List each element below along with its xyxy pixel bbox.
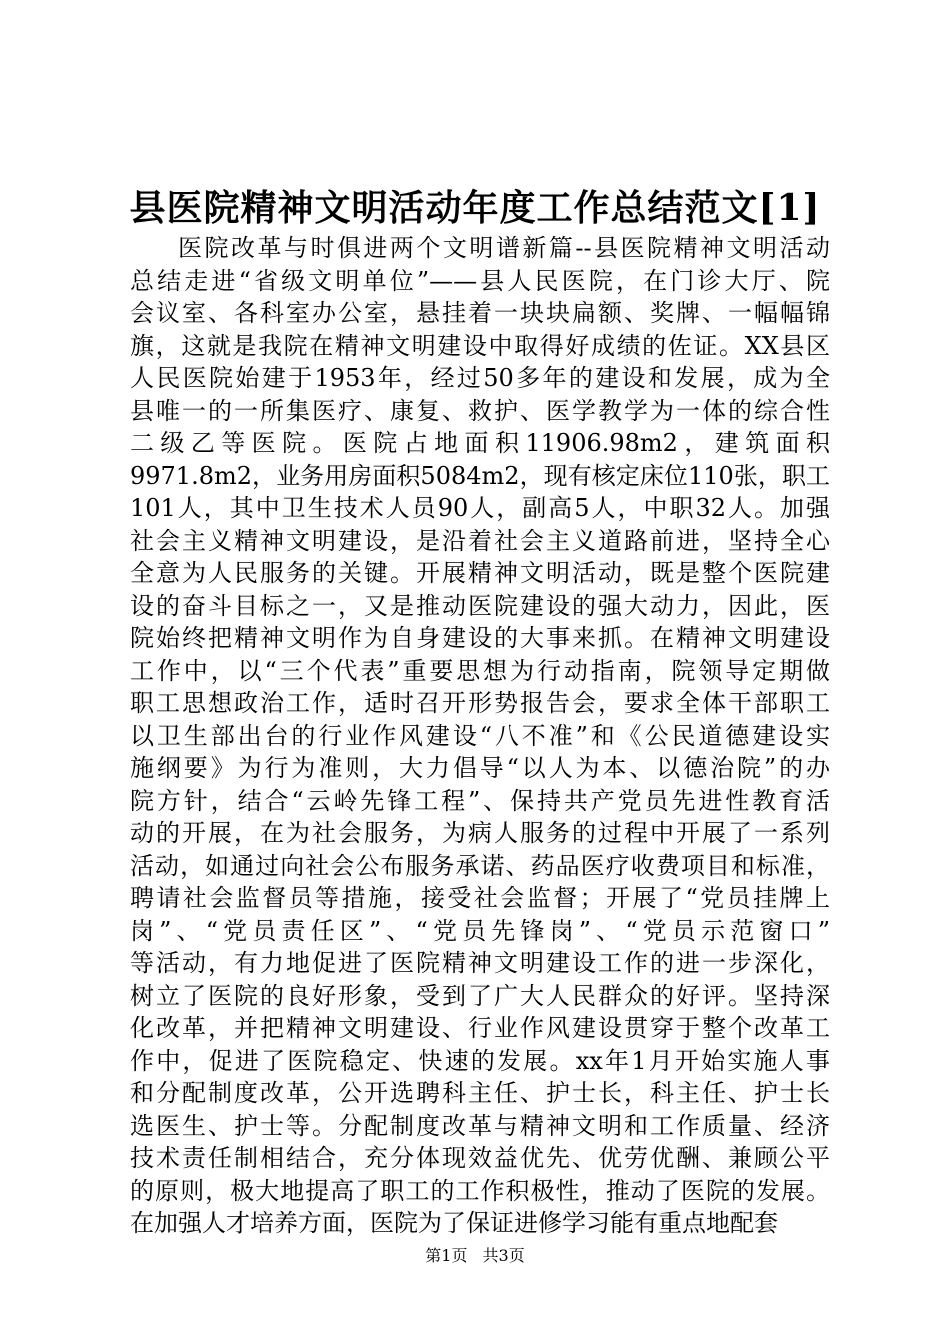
body-line: 工作中，以“三个代表”重要思想为行动指南，院领导定期做 <box>130 656 830 685</box>
body-line: 设的奋斗目标之一，又是推动医院建设的强大动力，因此，医 <box>130 591 830 620</box>
body-line: 县唯一的一所集医疗、康复、救护、医学教学为一体的综合性 <box>130 396 830 425</box>
body-line: 和分配制度改革，公开选聘科主任、护士长，科主任、护士长 <box>130 1079 830 1107</box>
body-line: 会议室、各科室办公室，悬挂着一块块扁额、奖牌、一幅幅锦 <box>130 299 830 327</box>
body-line: 岗”、“党员责任区”、“党员先锋岗”、“党员示范窗口” <box>130 916 830 945</box>
body-line: 社会主义精神文明建设，是沿着社会主义道路前进，坚持全心 <box>130 526 830 555</box>
body-line: 等活动，有力地促进了医院精神文明建设工作的进一步深化， <box>130 949 830 977</box>
body-line: 旗，这就是我院在精神文明建设中取得好成绩的佐证。XX县区 <box>130 331 830 360</box>
page-total: 共3页 <box>482 1246 525 1265</box>
body-line: 以卫生部出台的行业作风建设“八不准”和《公民道德建设实 <box>130 721 830 750</box>
body-line: 施纲要》为行为准则，大力倡导“以人为本、以德治院”的办 <box>130 754 830 782</box>
document-body <box>130 232 830 1240</box>
body-line: 技术责任制相结合，充分体现效益优先、优劳优酬、兼顾公平 <box>130 1144 830 1172</box>
body-line: 在加强人才培养方面，医院为了保证进修学习能有重点地配套 <box>130 1209 778 1237</box>
body-line: 化改革，并把精神文明建设、行业作风建设贯穿于整个改革工 <box>130 1014 830 1042</box>
body-line: 101人，其中卫生技术人员90人，副高5人，中职32人。加强 <box>130 494 830 522</box>
page-footer <box>0 1245 950 1267</box>
body-line: 院方针，结合“云岭先锋工程”、保持共产党员先进性教育活 <box>130 786 830 815</box>
body-line: 职工思想政治工作，适时召开形势报告会，要求全体干部职工 <box>130 689 830 717</box>
body-line: 选医生、护士等。分配制度改革与精神文明和工作质量、经济 <box>130 1111 830 1140</box>
body-line: 二级乙等医院。医院占地面积11906.98m2，建筑面积 <box>130 429 830 457</box>
body-line: 活动，如通过向社会公布服务承诺、药品医疗收费项目和标准， <box>130 851 830 880</box>
body-line: 全意为人民服务的关键。开展精神文明活动，既是整个医院建 <box>130 559 830 587</box>
page-number: 第1页 <box>425 1246 468 1265</box>
body-line: 院始终把精神文明作为自身建设的大事来抓。在精神文明建设 <box>130 624 830 652</box>
body-line: 总结走进“省级文明单位”——县人民医院，在门诊大厅、院 <box>130 266 830 295</box>
body-line: 聘请社会监督员等措施，接受社会监督；开展了“党员挂牌上 <box>130 884 830 912</box>
body-line: 树立了医院的良好形象，受到了广大人民群众的好评。坚持深 <box>130 981 830 1010</box>
body-line: 的原则，极大地提高了职工的工作积极性，推动了医院的发展。 <box>130 1176 830 1205</box>
body-line: 人民医院始建于1953年，经过50多年的建设和发展，成为全 <box>130 364 830 392</box>
body-line: 9971.8m2，业务用房面积5084m2，现有核定床位110张，职工 <box>130 461 830 490</box>
body-line: 动的开展，在为社会服务，为病人服务的过程中开展了一系列 <box>130 819 830 847</box>
body-line: 医院改革与时俱进两个文明谱新篇--县医院精神文明活动 <box>178 234 830 262</box>
document-title: 县医院精神文明活动年度工作总结范文[1] <box>129 187 821 229</box>
body-line: 作中，促进了医院稳定、快速的发展。xx年1月开始实施人事 <box>130 1046 830 1075</box>
